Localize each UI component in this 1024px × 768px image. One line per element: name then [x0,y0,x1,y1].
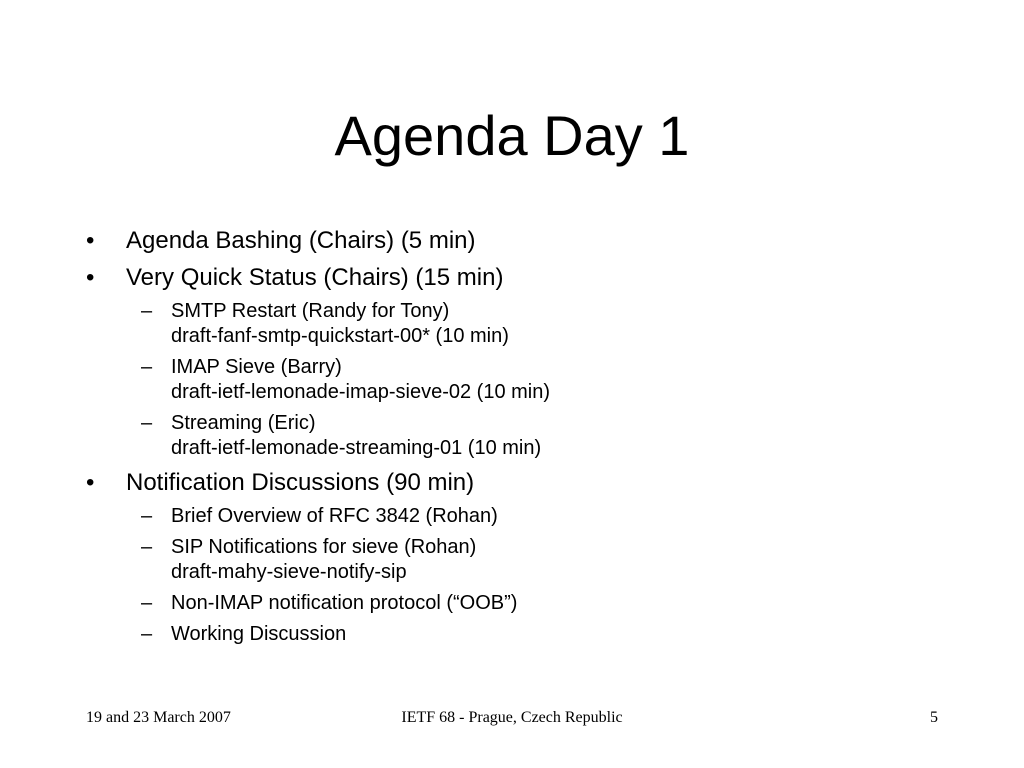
agenda-subitem [126,535,966,585]
subitem-title: SIP Notifications for sieve (Rohan) [171,536,477,558]
subitem-title: Brief Overview of RFC 3842 (Rohan) [171,505,498,527]
agenda-item-text: Notification Discussions (90 min) [126,469,475,496]
subitem-title: Working Discussion [171,623,347,645]
agenda-sublist [126,504,966,647]
agenda-item-text: Very Quick Status (Chairs) (15 min) [126,264,504,291]
agenda-subitem [126,591,966,616]
dash-icon: – [141,356,153,378]
dash-icon: – [141,300,153,322]
agenda-list [86,226,966,647]
subitem-draft: draft-fanf-smtp-quickstart-00* (10 min) [171,325,509,347]
subitem-draft: draft-ietf-lemonade-streaming-01 (10 min) [171,437,542,459]
subitem-draft: draft-mahy-sieve-notify-sip [171,561,407,583]
dash-icon: – [141,592,153,614]
subitem-title: SMTP Restart (Randy for Tony) [171,300,450,322]
subitem-title: Non-IMAP notification protocol (“OOB”) [171,592,518,614]
dash-icon: – [141,505,153,527]
dash-icon: – [141,412,153,434]
bullet-icon: • [86,469,95,496]
bullet-icon: • [86,227,95,254]
agenda-subitem [126,355,966,405]
agenda-item [86,226,966,256]
agenda-item [86,263,966,461]
agenda-subitem [126,299,966,349]
dash-icon: – [141,536,153,558]
subitem-draft: draft-ietf-lemonade-imap-sieve-02 (10 min) [171,381,551,403]
subitem-title: IMAP Sieve (Barry) [171,356,342,378]
bullet-icon: • [86,264,95,291]
agenda-subitem [126,504,966,529]
subitem-title: Streaming (Eric) [171,412,316,434]
agenda-subitem [126,622,966,647]
footer-date: 19 and 23 March 2007 [86,709,231,726]
agenda-item [86,468,966,647]
footer-event: IETF 68 - Prague, Czech Republic [401,709,623,726]
slide-title: Agenda Day 1 [334,104,690,167]
dash-icon: – [141,623,153,645]
agenda-item-text: Agenda Bashing (Chairs) (5 min) [126,227,476,254]
footer-page-number: 5 [930,709,938,726]
slide-body [86,226,966,654]
agenda-sublist [126,299,966,461]
agenda-subitem [126,411,966,461]
